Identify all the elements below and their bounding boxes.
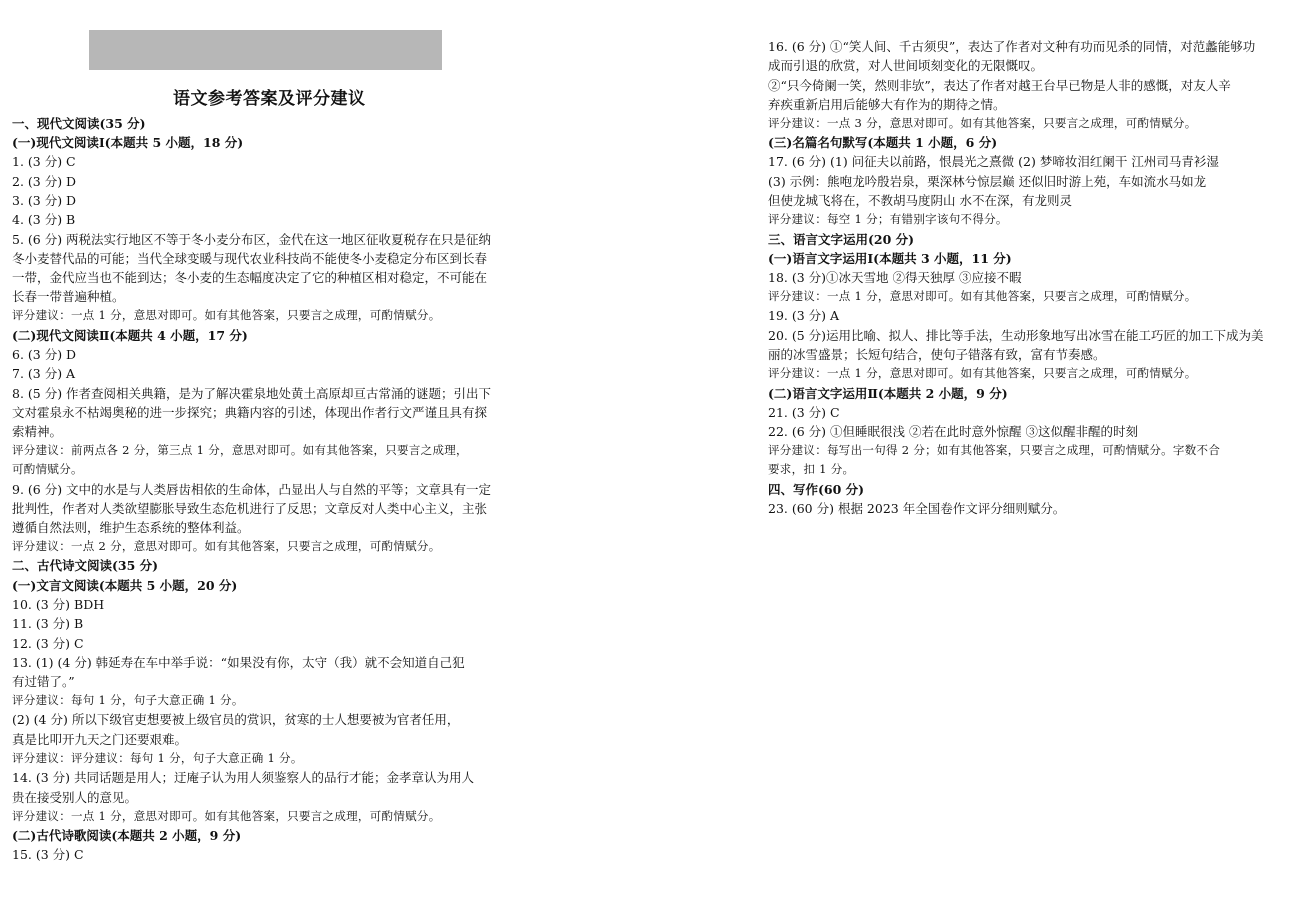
scoring-note: 要求，扣 1 分。	[768, 462, 855, 476]
scoring-note: 评分建议：一点 1 分，意思对即可。如有其他答案，只要言之成理，可酌情赋分。	[12, 308, 441, 322]
scoring-note: 评分建议：一点 1 分，意思对即可。如有其他答案，只要言之成理，可酌情赋分。	[12, 809, 441, 823]
scoring-note: 评分建议：一点 1 分，意思对即可。如有其他答案，只要言之成理，可酌情赋分。	[768, 366, 1197, 380]
answer-line: 2. (3 分) D	[12, 174, 77, 189]
answer-line: 有过错了。”	[12, 674, 75, 689]
subsection-heading: (一)文言文阅读(本题共 5 小题，20 分)	[12, 578, 238, 593]
answer-line: 丽的冰雪盛景；长短句结合，使句子错落有致，富有节奏感。	[768, 347, 1106, 362]
subsection-heading: (二)古代诗歌阅读(本题共 2 小题，9 分)	[12, 828, 242, 843]
page-title: 语文参考答案及评分建议	[173, 89, 366, 109]
answer-line: 索精神。	[12, 424, 63, 439]
answer-line: 遵循自然法则，维护生态系统的整体利益。	[12, 520, 250, 535]
answer-line: 文对霍泉永不枯竭奥秘的进一步探究；典籍内容的引述，体现出作者行文严谨且具有探	[12, 405, 488, 420]
scoring-note: 评分建议：每空 1 分；有错别字该句不得分。	[768, 212, 1008, 226]
answer-line: 1. (3 分) C	[12, 154, 76, 169]
answer-line: 6. (3 分) D	[12, 347, 77, 362]
answer-line: 成而引退的欣赏，对人世间顷刻变化的无限慨叹。	[768, 58, 1044, 73]
subsection-heading: (三)名篇名句默写(本题共 1 小题，6 分)	[768, 135, 998, 150]
subsection-heading: (二)现代文阅读Ⅱ(本题共 4 小题，17 分)	[12, 328, 248, 343]
scoring-note: 评分建议：一点 2 分，意思对即可。如有其他答案，只要言之成理，可酌情赋分。	[12, 539, 441, 553]
scoring-note: 评分建议：前两点各 2 分，第三点 1 分，意思对即可。如有其他答案，只要言之成理，	[12, 443, 468, 457]
answer-line: (3) 示例：熊咆龙吟殷岩泉，栗深林兮惊层巅 还似旧时游上苑，车如流水马如龙	[768, 174, 1207, 189]
answer-line: 10. (3 分) BDH	[12, 597, 105, 612]
answer-line: 22. (6 分) ①但睡眠很浅 ②若在此时意外惊醒 ③这似醒非醒的时刻	[768, 424, 1138, 439]
scoring-note: 可酌情赋分。	[12, 462, 83, 476]
answer-line: 18. (3 分)①冰天雪地 ②得天独厚 ③应接不暇	[768, 270, 1022, 285]
answer-line: 贵在接受别人的意见。	[12, 790, 138, 805]
answer-line: 12. (3 分) C	[12, 636, 84, 651]
answer-line: 17. (6 分) (1) 问征夫以前路，恨晨光之熹微 (2) 梦啼妆泪红阑干 江州司马青衫湿	[768, 154, 1219, 169]
answer-line: 13. (1) (4 分) 韩延寿在车中举手说：“如果没有你，太守（我）就不会知道自己犯	[12, 655, 465, 670]
answer-line: 一带，金代应当也不能到达；冬小麦的生态幅度决定了它的种植区相对稳定，不可能在	[12, 270, 488, 285]
scoring-note: 评分建议：每写出一句得 2 分；如有其他答案，只要言之成理，可酌情赋分。字数不合	[768, 443, 1221, 457]
section-heading: 三、语言文字运用(20 分)	[768, 232, 915, 247]
answer-line: 16. (6 分) ①“笑人间、千古须臾”，表达了作者对文种有功而见杀的同情，对范蠡能够功	[768, 39, 1256, 54]
section-heading: 四、写作(60 分)	[768, 482, 865, 497]
answer-line: 7. (3 分) A	[12, 366, 76, 381]
answer-line: 21. (3 分) C	[768, 405, 840, 420]
scoring-note: 评分建议：一点 3 分，意思对即可。如有其他答案，只要言之成理，可酌情赋分。	[768, 116, 1197, 130]
answer-line: 批判性，作者对人类欲望膨胀导致生态危机进行了反思；文章反对人类中心主义，主张	[12, 501, 488, 516]
answer-line: 23. (60 分) 根据 2023 年全国卷作文评分细则赋分。	[768, 501, 1066, 516]
answer-line: ②“只今倚阑一笑，然则非欤”，表达了作者对越王台早已物是人非的感慨，对友人辛	[768, 78, 1231, 93]
answer-line: 真是比叩开九天之门还要艰难。	[12, 732, 188, 747]
answer-line: 4. (3 分) B	[12, 212, 76, 227]
scoring-note: 评分建议：一点 1 分，意思对即可。如有其他答案，只要言之成理，可酌情赋分。	[768, 289, 1197, 303]
answer-line: 长春一带普遍种植。	[12, 289, 125, 304]
answer-line: 3. (3 分) D	[12, 193, 77, 208]
answer-line: 14. (3 分) 共同话题是用人；迂庵子认为用人须鉴察人的品行才能；金孝章认为用人	[12, 770, 475, 785]
answer-line: 8. (5 分) 作者查阅相关典籍，是为了解决霍泉地处黄土高原却亘古常涌的谜题；引出下	[12, 386, 492, 401]
scoring-note: 评分建议：评分建议：每句 1 分，句子大意正确 1 分。	[12, 751, 303, 765]
section-heading: 二、古代诗文阅读(35 分)	[12, 558, 159, 573]
answer-line: 20. (5 分)运用比喻、拟人、排比等手法，生动形象地写出冰雪在能工巧匠的加工下成为美	[768, 328, 1264, 343]
answer-line: 冬小麦替代品的可能；当代全球变暖与现代农业科技尚不能使冬小麦稳定分布区到长春	[12, 251, 488, 266]
section-heading: 一、现代文阅读(35 分)	[12, 116, 146, 131]
subsection-heading: (一)语言文字运用Ⅰ(本题共 3 小题，11 分)	[768, 251, 1012, 266]
scoring-note: 评分建议：每句 1 分，句子大意正确 1 分。	[12, 693, 244, 707]
answer-line: 9. (6 分) 文中的水是与人类唇齿相依的生命体，凸显出人与自然的平等；文章具有一定	[12, 482, 492, 497]
subsection-heading: (二)语言文字运用Ⅱ(本题共 2 小题，9 分)	[768, 386, 1008, 401]
header-gray-bar	[89, 30, 442, 70]
answer-line: (2) (4 分) 所以下级官吏想要被上级官员的赏识，贫寒的士人想要被为官者任用，	[12, 712, 460, 727]
answer-line: 11. (3 分) B	[12, 616, 84, 631]
subsection-heading: (一)现代文阅读Ⅰ(本题共 5 小题，18 分)	[12, 135, 244, 150]
answer-line: 但使龙城飞将在，不教胡马度阴山 水不在深，有龙则灵	[768, 193, 1072, 208]
answer-line: 5. (6 分) 两税法实行地区不等于冬小麦分布区，金代在这一地区征收夏税存在只是征纳	[12, 232, 492, 247]
answer-line: 弃疾重新启用后能够大有作为的期待之情。	[768, 97, 1006, 112]
answer-line: 15. (3 分) C	[12, 847, 84, 862]
answer-line: 19. (3 分) A	[768, 308, 840, 323]
